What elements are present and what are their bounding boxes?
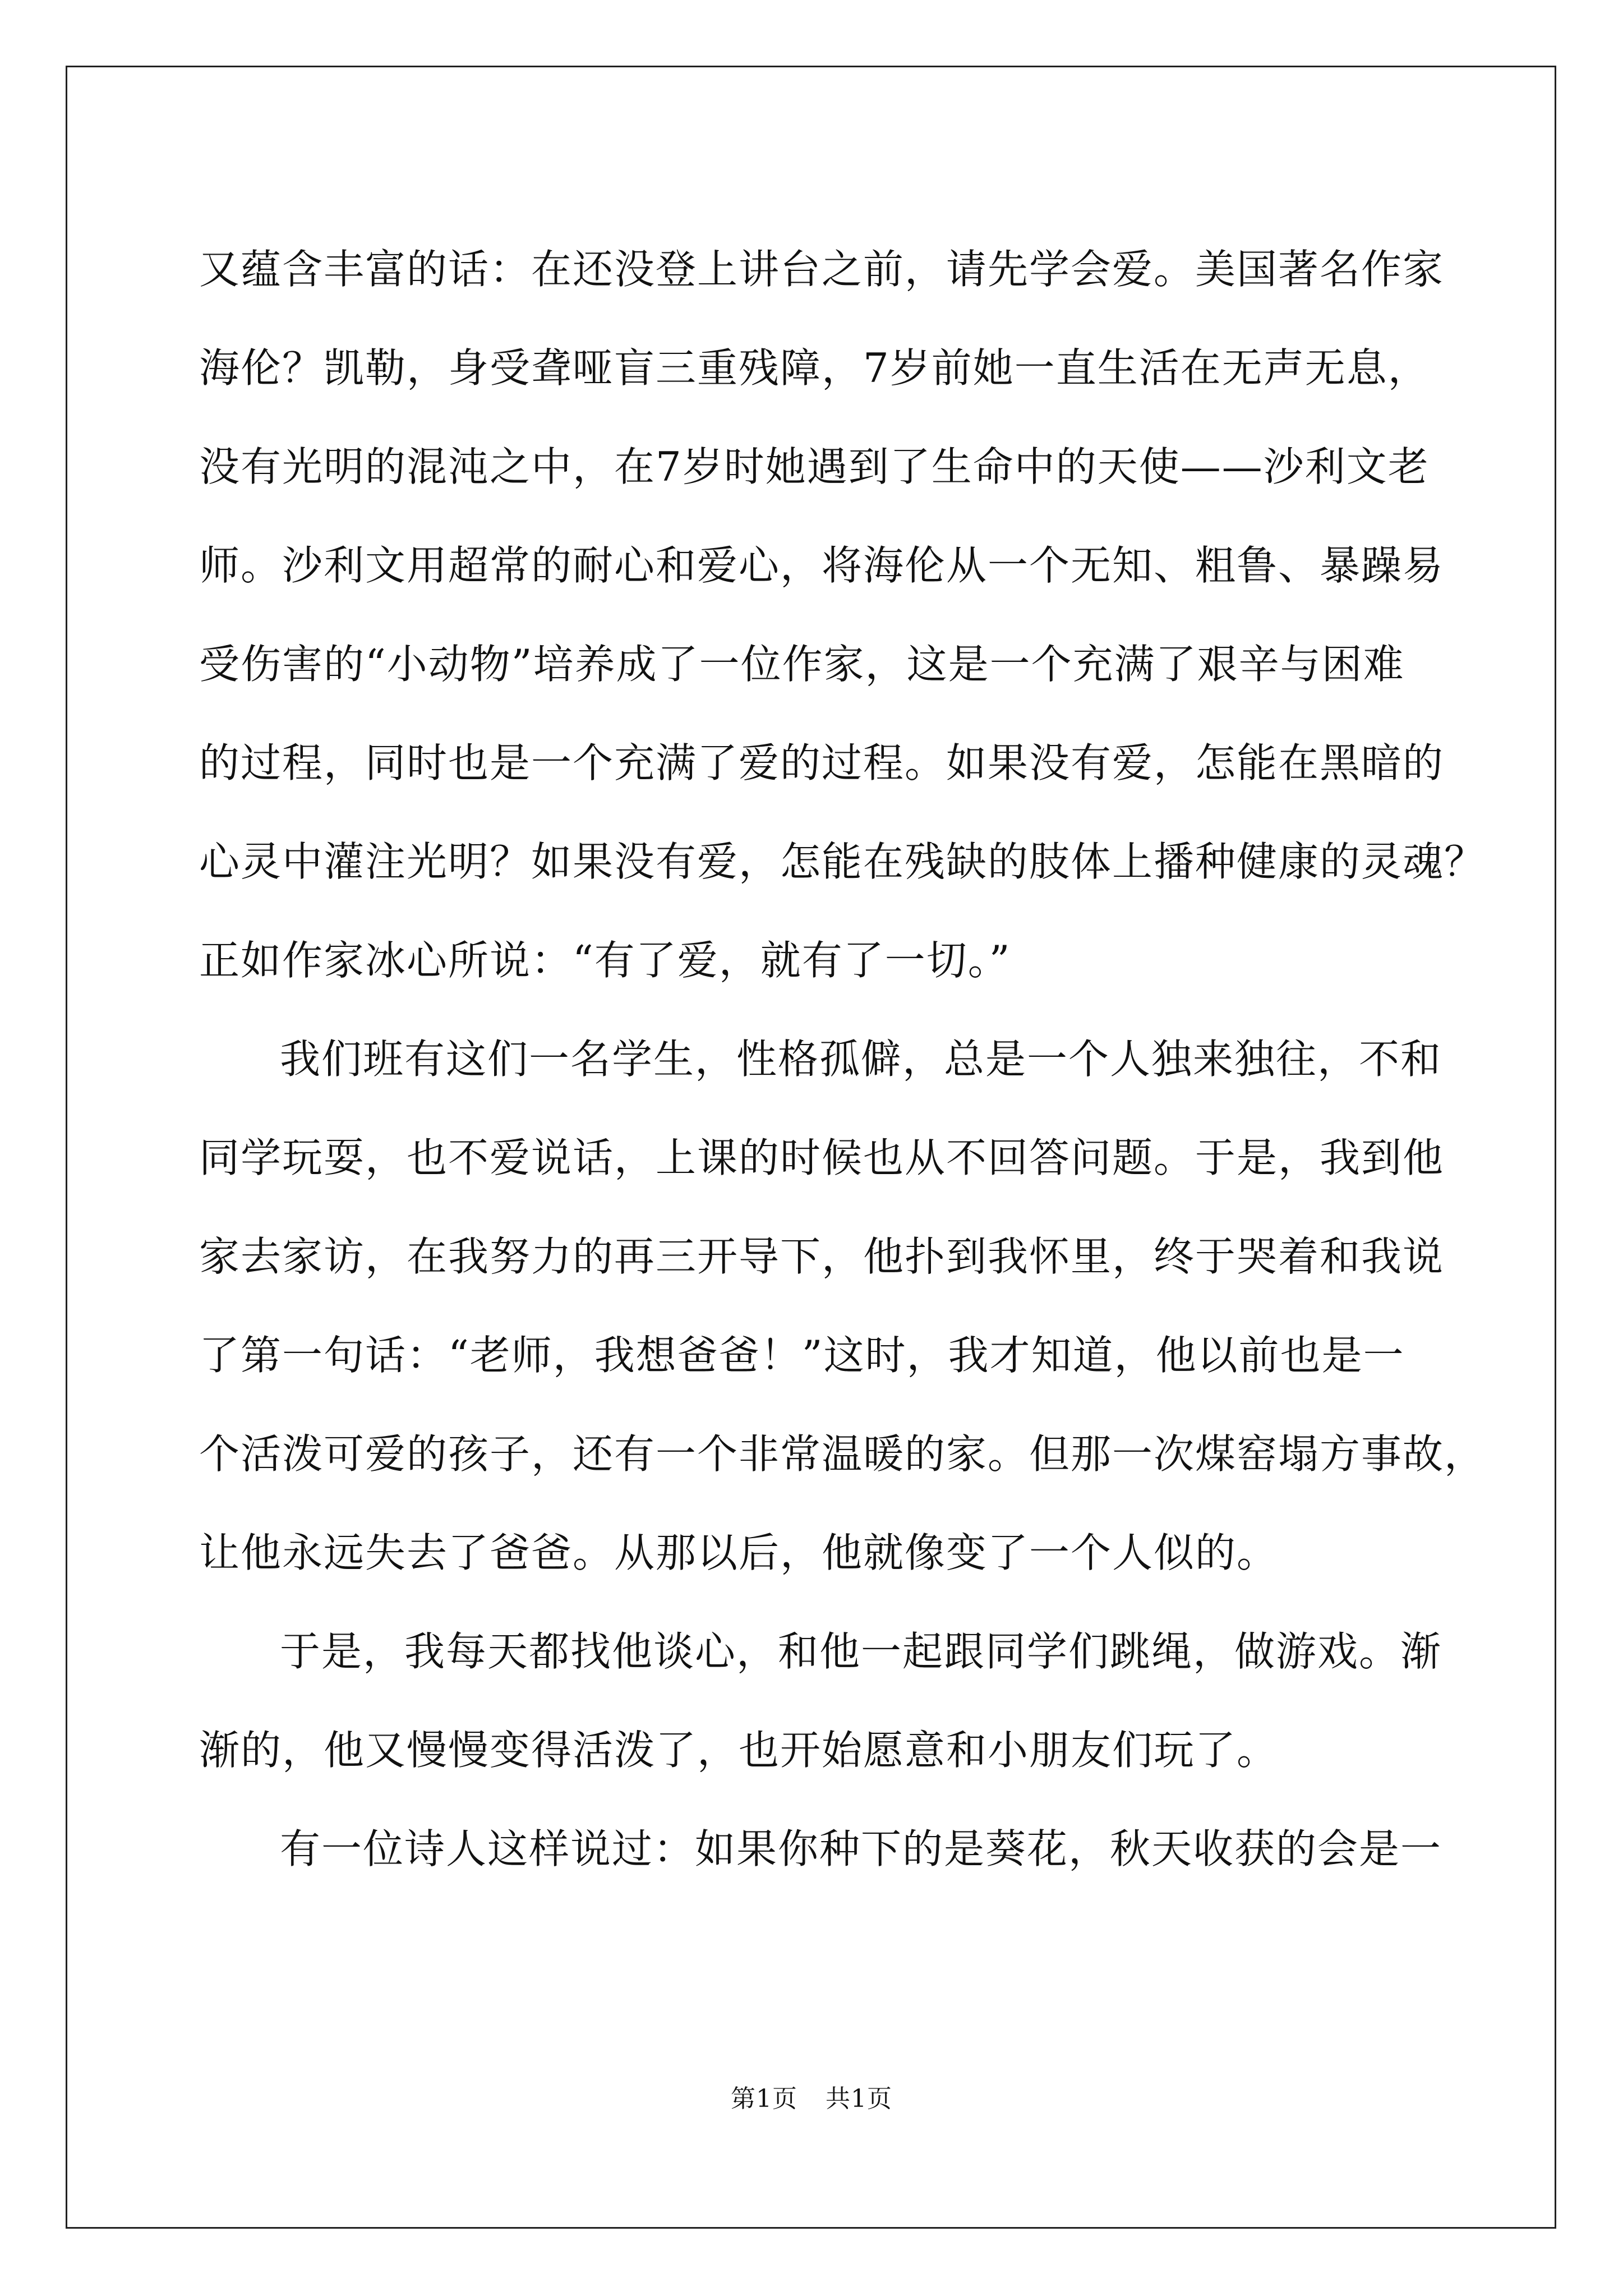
text-line: 家去家访，在我努力的再三开导下，他扑到我怀里，终于哭着和我说 <box>199 1233 1445 1280</box>
text-line: 我们班有这们一名学生，性格孤僻，总是一个人独来独往，不和 <box>280 1036 1442 1083</box>
text-line: 的过程，同时也是一个充满了爱的过程。如果没有爱，怎能在黑暗的 <box>199 739 1445 786</box>
text-line: 正如作家冰心所说：“有了爱，就有了一切。” <box>199 937 1011 984</box>
text-line: 了第一句话：“老师，我想爸爸！”这时，我才知道，他以前也是一 <box>199 1332 1405 1379</box>
text-line: 又蕴含丰富的话：在还没登上讲台之前，请先学会爱。美国著名作家 <box>199 246 1445 293</box>
text-line: 受伤害的“小动物”培养成了一位作家，这是一个充满了艰辛与困难 <box>199 641 1405 688</box>
text-line: 有一位诗人这样说过：如果你种下的是葵花，秋天收获的会是一 <box>280 1825 1442 1872</box>
text-line: 渐的，他又慢慢变得活泼了，也开始愿意和小朋友们玩了。 <box>199 1727 1279 1774</box>
text-line: 让他永远失去了爸爸。从那以后，他就像变了一个人似的。 <box>199 1529 1279 1576</box>
text-line: 师。沙利文用超常的耐心和爱心，将海伦从一个无知、粗鲁、暴躁易 <box>199 542 1445 589</box>
text-line: 心灵中灌注光明？如果没有爱，怎能在残缺的肢体上播种健康的灵魂？ <box>199 838 1486 885</box>
document-body <box>199 220 1486 1898</box>
text-line: 个活泼可爱的孩子，还有一个非常温暖的家。但那一次煤窑塌方事故， <box>199 1430 1486 1478</box>
text-line: 同学玩耍，也不爱说话，上课的时候也从不回答问题。于是，我到他 <box>199 1134 1445 1181</box>
text-line: 海伦？凯勒，身受聋哑盲三重残障，7岁前她一直生活在无声无息， <box>199 344 1430 392</box>
page-number-total: 共1页 <box>826 2085 892 2113</box>
text-line: 没有光明的混沌之中，在7岁时她遇到了生命中的天使——沙利文老 <box>199 443 1430 490</box>
page-footer <box>0 2082 1623 2116</box>
page-number-current: 第1页 <box>731 2085 797 2113</box>
text-line: 于是，我每天都找他谈心，和他一起跟同学们跳绳，做游戏。渐 <box>280 1628 1442 1675</box>
